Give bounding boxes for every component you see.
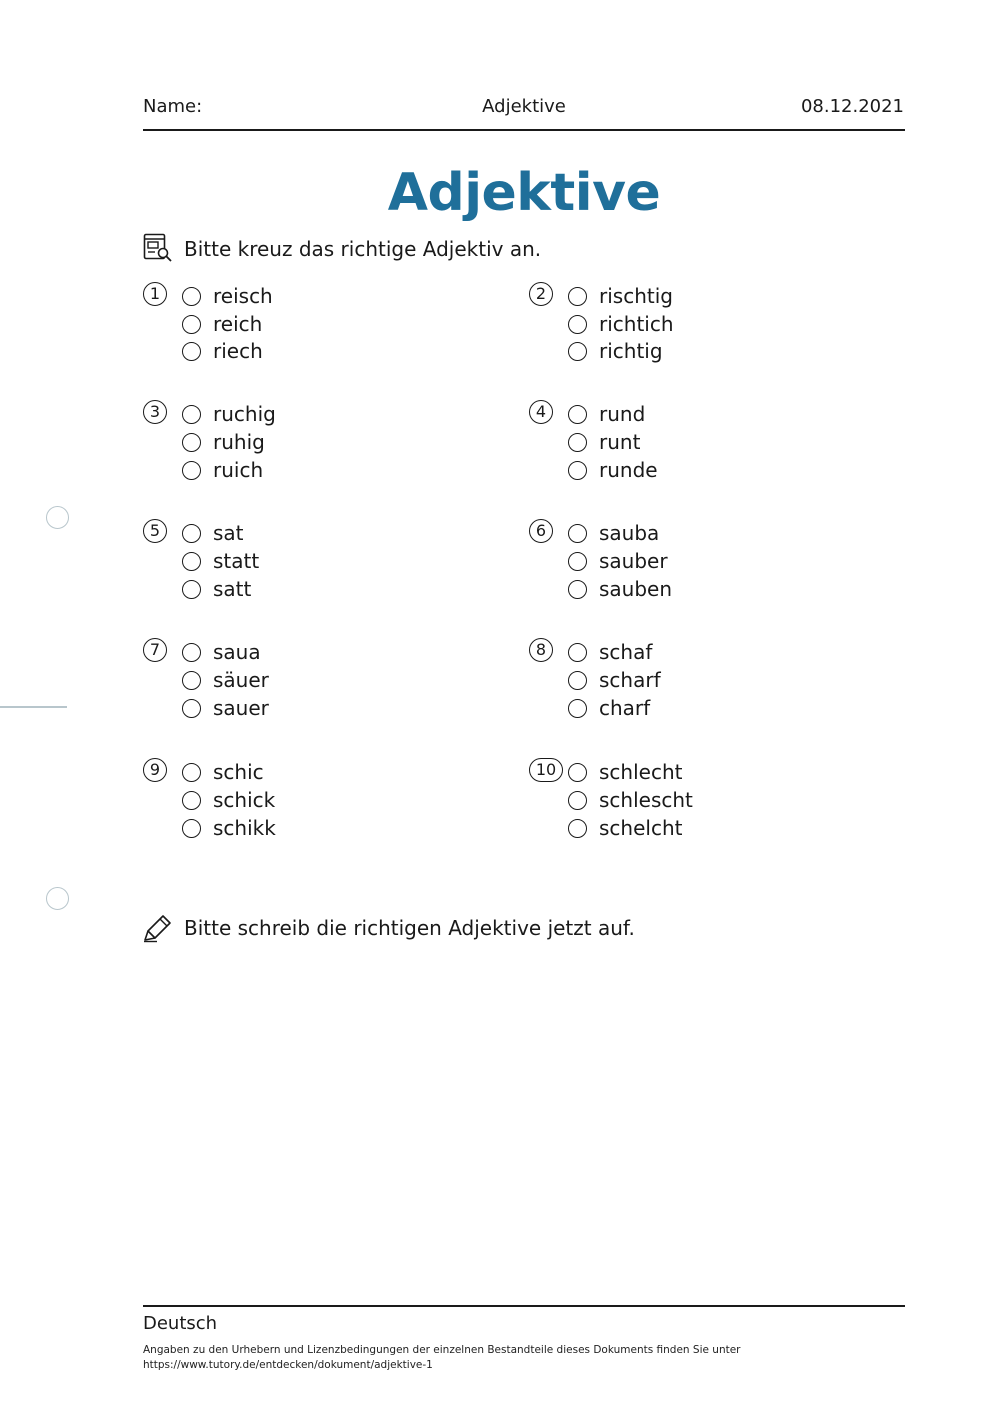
option-label: schelcht xyxy=(599,816,683,840)
radio-circle[interactable] xyxy=(568,433,587,452)
option-label: reich xyxy=(213,312,263,336)
radio-circle[interactable] xyxy=(182,433,201,452)
radio-circle[interactable] xyxy=(568,552,587,571)
option-label: statt xyxy=(213,549,260,573)
radio-circle[interactable] xyxy=(568,524,587,543)
exercise-number: 6 xyxy=(529,519,553,543)
exercise-number: 8 xyxy=(529,638,553,662)
radio-circle[interactable] xyxy=(182,763,201,782)
radio-circle[interactable] xyxy=(182,405,201,424)
fold-mark xyxy=(0,706,67,708)
option-label: schlescht xyxy=(599,788,693,812)
pen-icon xyxy=(143,913,173,943)
exercise-number: 10 xyxy=(529,758,563,782)
radio-circle[interactable] xyxy=(568,671,587,690)
option-label: sauba xyxy=(599,521,660,545)
radio-circle[interactable] xyxy=(182,552,201,571)
option-label: schlecht xyxy=(599,760,683,784)
header-date: 08.12.2021 xyxy=(800,96,904,117)
task1-instruction: Bitte kreuz das richtige Adjektiv an. xyxy=(184,237,542,261)
radio-circle[interactable] xyxy=(568,643,587,662)
option-label: ruhig xyxy=(213,430,265,454)
option-label: runde xyxy=(599,458,658,482)
option-label: rund xyxy=(599,402,646,426)
option-label: ruchig xyxy=(213,402,276,426)
radio-circle[interactable] xyxy=(568,699,587,718)
exercise-number: 5 xyxy=(143,519,167,543)
exercise-number: 3 xyxy=(143,400,167,424)
footer-attribution: Angaben zu den Urhebern und Lizenzbedingungen der einzelnen Bestandteile dieses Dokuments finden Sie unter xyxy=(143,1344,741,1356)
worksheet-search-icon xyxy=(143,233,173,263)
option-label: saua xyxy=(213,640,261,664)
radio-circle[interactable] xyxy=(182,524,201,543)
radio-circle[interactable] xyxy=(182,342,201,361)
radio-circle[interactable] xyxy=(568,287,587,306)
page-title: Adjektive xyxy=(387,163,661,223)
radio-circle[interactable] xyxy=(568,791,587,810)
exercise-number: 4 xyxy=(529,400,553,424)
radio-circle[interactable] xyxy=(182,315,201,334)
radio-circle[interactable] xyxy=(182,791,201,810)
option-label: sauber xyxy=(599,549,668,573)
header-title: Adjektive xyxy=(482,96,566,117)
radio-circle[interactable] xyxy=(568,763,587,782)
option-label: charf xyxy=(599,696,651,720)
option-label: schaf xyxy=(599,640,653,664)
radio-circle[interactable] xyxy=(568,315,587,334)
punch-hole-mark xyxy=(46,506,69,529)
exercise-number: 9 xyxy=(143,758,167,782)
footer-rule xyxy=(143,1305,905,1307)
option-label: schick xyxy=(213,788,276,812)
option-label: riech xyxy=(213,339,263,363)
option-label: rischtig xyxy=(599,284,673,308)
option-label: reisch xyxy=(213,284,273,308)
option-label: sauben xyxy=(599,577,673,601)
option-label: sauer xyxy=(213,696,269,720)
header-rule xyxy=(143,129,905,131)
radio-circle[interactable] xyxy=(568,405,587,424)
option-label: säuer xyxy=(213,668,269,692)
option-label: satt xyxy=(213,577,252,601)
option-label: schikk xyxy=(213,816,276,840)
radio-circle[interactable] xyxy=(182,699,201,718)
radio-circle[interactable] xyxy=(568,342,587,361)
radio-circle[interactable] xyxy=(182,671,201,690)
radio-circle[interactable] xyxy=(182,819,201,838)
option-label: richtig xyxy=(599,339,663,363)
footer-url[interactable]: https://www.tutory.de/entdecken/dokument/adjektive-1 xyxy=(143,1359,433,1371)
radio-circle[interactable] xyxy=(568,461,587,480)
option-label: ruich xyxy=(213,458,264,482)
exercise-number: 1 xyxy=(143,282,167,306)
option-label: richtich xyxy=(599,312,674,336)
radio-circle[interactable] xyxy=(182,461,201,480)
option-label: sat xyxy=(213,521,244,545)
footer-subject: Deutsch xyxy=(143,1313,218,1334)
exercise-number: 2 xyxy=(529,282,553,306)
exercise-number: 7 xyxy=(143,638,167,662)
option-label: runt xyxy=(599,430,641,454)
name-label: Name: xyxy=(143,96,203,117)
radio-circle[interactable] xyxy=(568,819,587,838)
radio-circle[interactable] xyxy=(182,580,201,599)
task2-instruction: Bitte schreib die richtigen Adjektive jetzt auf. xyxy=(184,916,635,940)
punch-hole-mark xyxy=(46,887,69,910)
radio-circle[interactable] xyxy=(568,580,587,599)
option-label: schic xyxy=(213,760,264,784)
radio-circle[interactable] xyxy=(182,287,201,306)
radio-circle[interactable] xyxy=(182,643,201,662)
option-label: scharf xyxy=(599,668,661,692)
